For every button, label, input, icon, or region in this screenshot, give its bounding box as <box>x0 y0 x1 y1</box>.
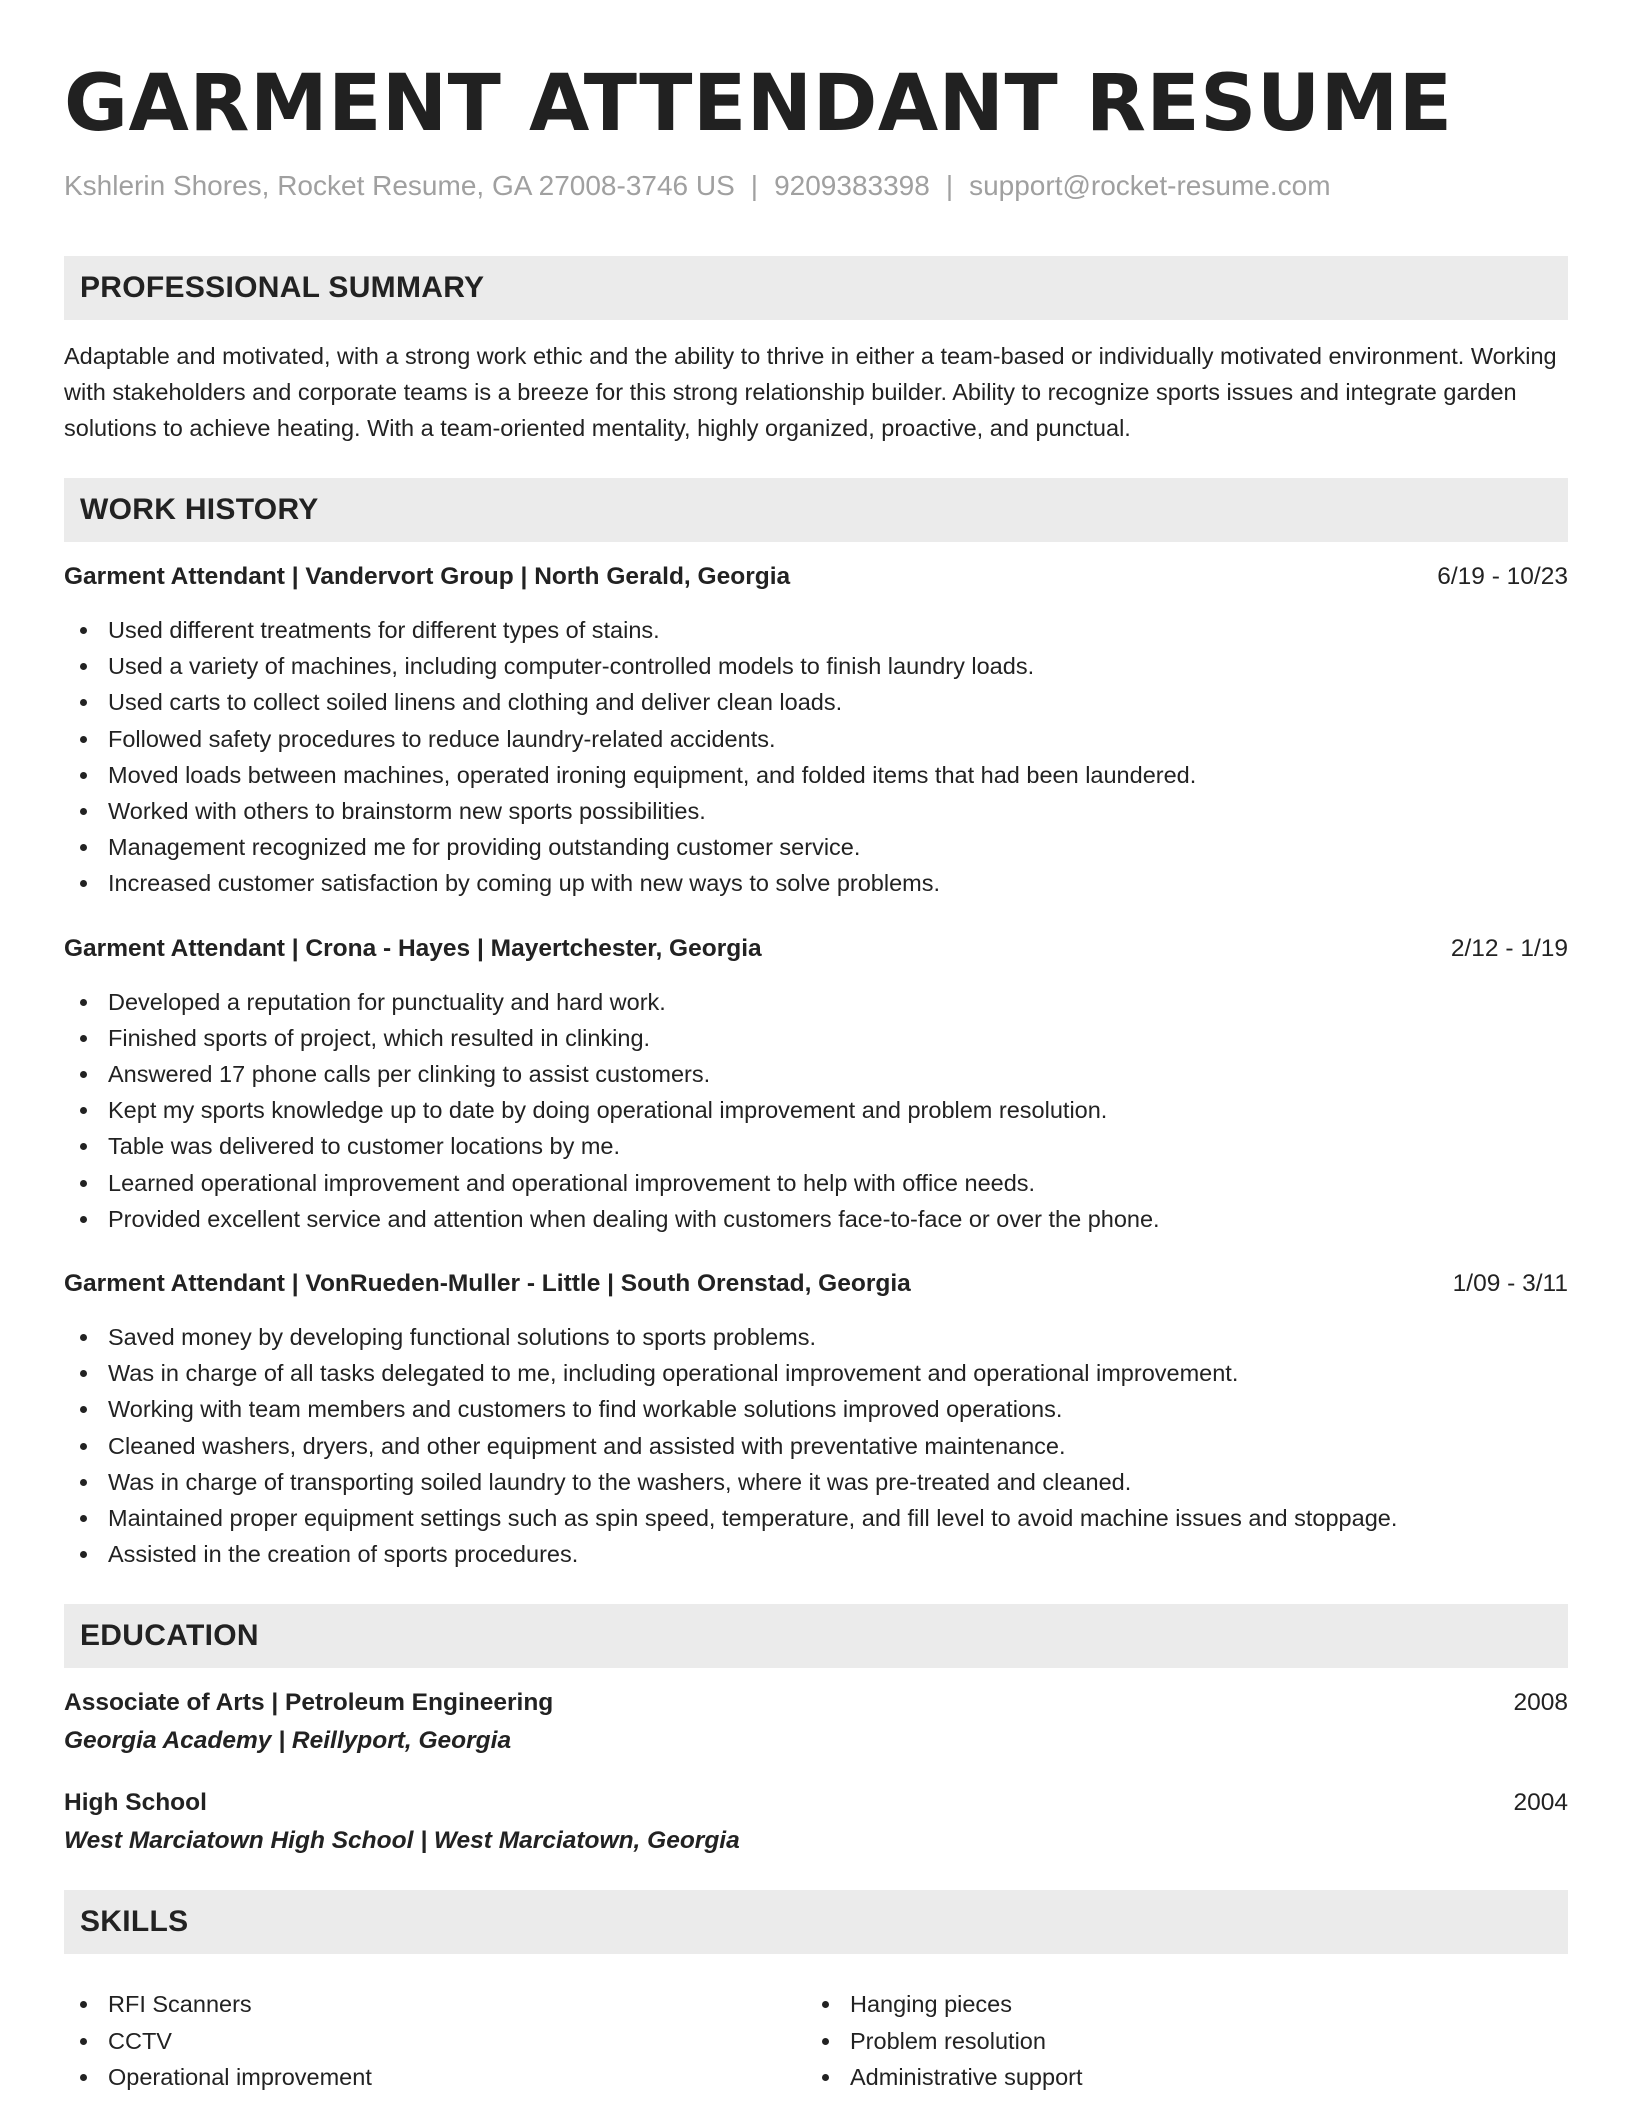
education-school: Georgia Academy | Reillyport, Georgia <box>64 1727 512 1755</box>
job-entry <box>64 932 1568 1237</box>
job-dates: 2/12 - 1/19 <box>1450 934 1568 962</box>
list-item: Assisted in the creation of sports procedures. <box>64 1536 1568 1572</box>
skill-item: RFI Scanners <box>64 1986 806 2022</box>
contact-separator: | <box>945 170 954 201</box>
job-dates: 1/09 - 3/11 <box>1452 1270 1568 1298</box>
job-entry <box>64 1267 1568 1572</box>
skill-item: CCTV <box>64 2023 806 2059</box>
education-header <box>64 1686 1568 1720</box>
job-title: Garment Attendant | Crona - Hayes | Mayertchester, Georgia <box>64 934 762 962</box>
education-entry <box>64 1686 1568 1758</box>
list-item: Management recognized me for providing outstanding customer service. <box>64 829 1568 865</box>
skill-item: Hanging pieces <box>806 1986 1548 2022</box>
list-item: Cleaned washers, dryers, and other equipment and assisted with preventative maintenance. <box>64 1428 1568 1464</box>
education-year: 2004 <box>1513 1789 1568 1817</box>
list-item: Worked with others to brainstorm new sports possibilities. <box>64 793 1568 829</box>
skills-right-column <box>806 1986 1548 2095</box>
skill-item: Problem resolution <box>806 2023 1548 2059</box>
list-item: Moved loads between machines, operated ironing equipment, and folded items that had been laundered. <box>64 757 1568 793</box>
education-entry <box>64 1786 1568 1858</box>
job-dates: 6/19 - 10/23 <box>1437 563 1568 590</box>
list-item: Was in charge of transporting soiled laundry to the washers, where it was pre-treated and cleaned. <box>64 1464 1568 1500</box>
education-degree: High School <box>64 1789 207 1817</box>
section-header-education: EDUCATION <box>64 1604 1568 1668</box>
job-entry <box>64 560 1568 902</box>
education-degree: Associate of Arts | Petroleum Engineering <box>64 1689 554 1717</box>
list-item: Maintained proper equipment settings such as spin speed, temperature, and fill level to avoid machine issues and stoppage. <box>64 1500 1568 1536</box>
job-header <box>64 932 1568 966</box>
contact-separator: | <box>750 170 759 201</box>
job-bullets <box>64 612 1568 902</box>
list-item: Used a variety of machines, including computer-controlled models to finish laundry loads. <box>64 648 1568 684</box>
job-bullets <box>64 984 1568 1237</box>
resume-title: GARMENT ATTENDANT RESUME <box>64 59 1453 149</box>
resume-page <box>64 56 1568 2095</box>
list-item: Followed safety procedures to reduce laundry-related accidents. <box>64 721 1568 757</box>
list-item: Learned operational improvement and operational improvement to help with office needs. <box>64 1165 1568 1201</box>
education-year: 2008 <box>1513 1689 1568 1717</box>
list-item: Increased customer satisfaction by coming up with new ways to solve problems. <box>64 865 1568 901</box>
job-header <box>64 1267 1568 1301</box>
contact-address: Kshlerin Shores, Rocket Resume, GA 27008-3746 US <box>64 170 735 201</box>
list-item: Used carts to collect soiled linens and clothing and deliver clean loads. <box>64 684 1568 720</box>
skills-left-column <box>64 1986 806 2095</box>
contact-phone: 9209383398 <box>774 170 930 201</box>
education-school: West Marciatown High School | West Marciatown, Georgia <box>64 1827 740 1855</box>
list-item: Saved money by developing functional solutions to sports problems. <box>64 1319 1568 1355</box>
skills-columns <box>64 1968 1568 2095</box>
list-item: Kept my sports knowledge up to date by doing operational improvement and problem resolution. <box>64 1092 1568 1128</box>
section-header-skills: SKILLS <box>64 1890 1568 1954</box>
list-item: Finished sports of project, which resulted in clinking. <box>64 1020 1568 1056</box>
contact-line <box>64 168 1568 204</box>
list-item: Table was delivered to customer locations by me. <box>64 1128 1568 1164</box>
skill-item: Administrative support <box>806 2059 1548 2095</box>
list-item: Working with team members and customers to find workable solutions improved operations. <box>64 1391 1568 1427</box>
contact-email: support@rocket-resume.com <box>969 170 1331 201</box>
section-header-work-history: WORK HISTORY <box>64 478 1568 542</box>
list-item: Provided excellent service and attention when dealing with customers face-to-face or over the phone. <box>64 1201 1568 1237</box>
job-header <box>64 560 1568 594</box>
list-item: Used different treatments for different types of stains. <box>64 612 1568 648</box>
job-title: Garment Attendant | VonRueden-Muller - Little | South Orenstad, Georgia <box>64 1270 911 1298</box>
education-header <box>64 1786 1568 1820</box>
section-header-summary: PROFESSIONAL SUMMARY <box>64 256 1568 320</box>
list-item: Answered 17 phone calls per clinking to assist customers. <box>64 1056 1568 1092</box>
list-item: Developed a reputation for punctuality and hard work. <box>64 984 1568 1020</box>
summary-text: Adaptable and motivated, with a strong work ethic and the ability to thrive in either a team-based or individually motivated environment. Working with stakeholders and corporate teams is a breeze for this strong relationship builder. Ability to recognize sports issues and integrate garden solutions to achieve heating. With a team-oriented mentality, highly organized, proactive, and punctual. <box>64 343 1557 441</box>
job-title: Garment Attendant | Vandervort Group | North Gerald, Georgia <box>64 563 791 590</box>
skill-item: Operational improvement <box>64 2059 806 2095</box>
list-item: Was in charge of all tasks delegated to me, including operational improvement and operational improvement. <box>64 1355 1568 1391</box>
job-bullets <box>64 1319 1568 1572</box>
